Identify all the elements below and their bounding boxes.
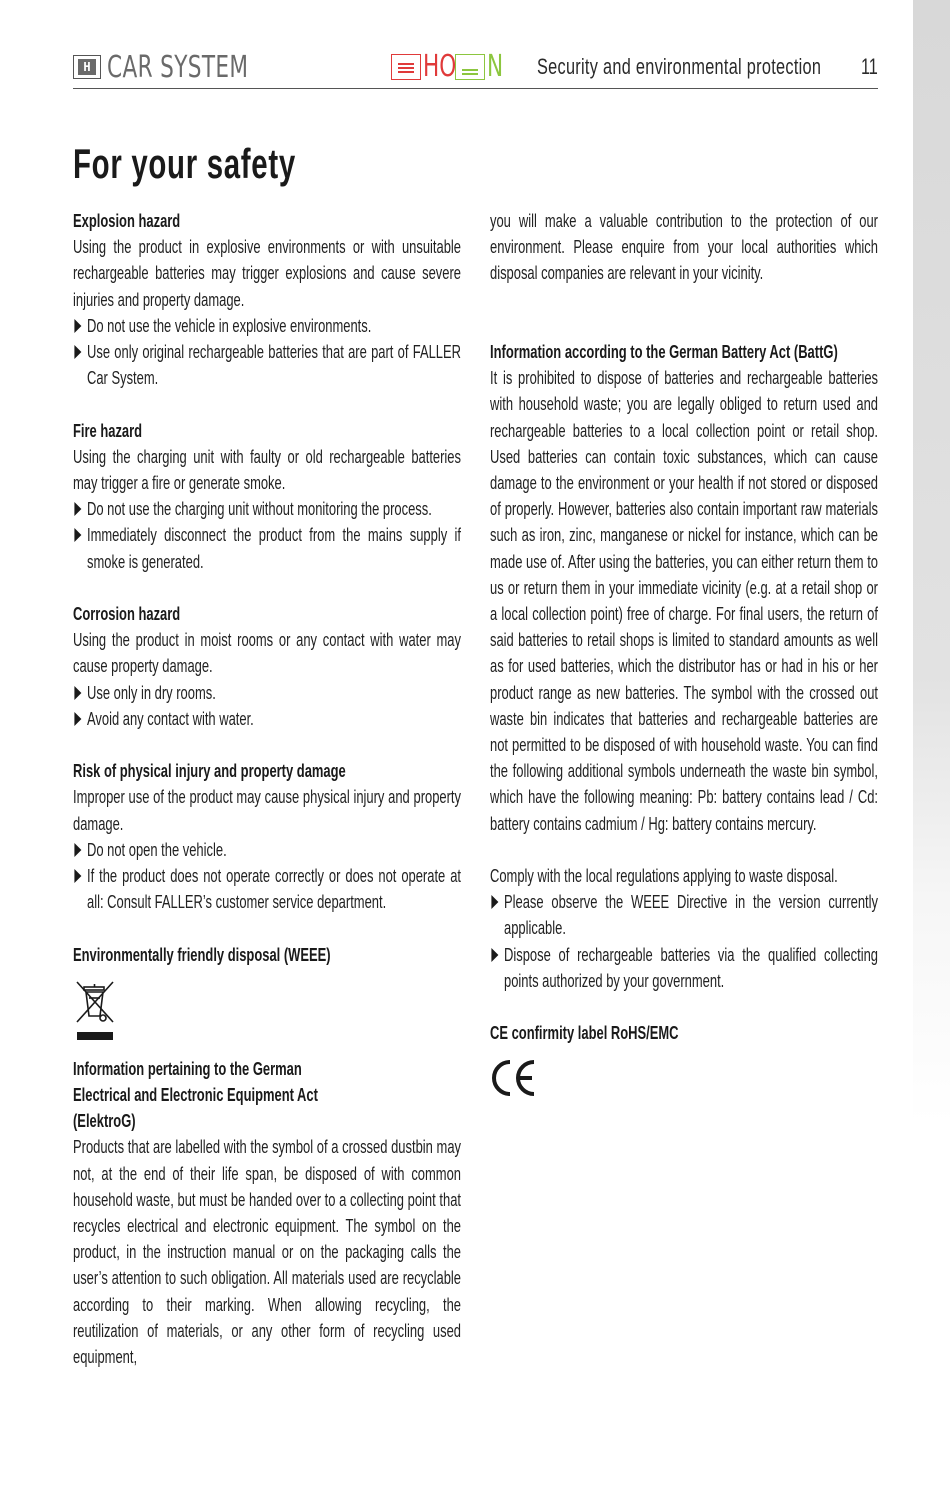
section-title: Security and environmental protection — [537, 54, 822, 79]
elektrog-heading-line-3: (ElektroG) — [73, 1110, 136, 1132]
list-item: If the product does not operate correctly or does not operate at all: Consult FALLER’s customer service department. — [73, 863, 461, 915]
fire-heading: Fire hazard — [73, 419, 143, 441]
bullet-triangle-icon — [74, 502, 81, 516]
gauge-n-label: N — [487, 49, 504, 84]
page-header — [73, 48, 878, 89]
list-item: Use only in dry rooms. — [73, 680, 461, 706]
bullet-triangle-icon — [74, 712, 81, 726]
page-edge-strip — [913, 0, 950, 1498]
explosion-heading: Explosion hazard — [73, 210, 181, 231]
ce-heading: CE confirmity label RoHS/EMC — [490, 1022, 679, 1044]
brand-name: CAR SYSTEM — [107, 49, 249, 85]
crossed-bin-icon — [73, 978, 117, 1044]
left-column — [73, 208, 461, 1370]
elektrog-heading-line-1: Information pertaining to the German — [73, 1057, 302, 1079]
injury-heading: Risk of physical injury and property damage — [73, 760, 346, 782]
list-item: Dispose of rechargeable batteries via the qualified collecting points authorized by your government. — [490, 942, 878, 994]
bullet-triangle-icon — [74, 843, 81, 857]
scale-gauge — [391, 49, 507, 84]
comply-text: Comply with the local regulations applying to waste disposal. — [490, 865, 838, 887]
bullet-triangle-icon — [74, 869, 81, 883]
brand — [73, 50, 303, 84]
brand-badge: H — [78, 59, 96, 75]
bullet-triangle-icon — [74, 528, 81, 542]
page-number: 11 — [861, 54, 878, 79]
corrosion-text: Using the product in moist rooms or any contact with water may cause property damage. — [73, 629, 461, 677]
fire-text: Using the charging unit with faulty or old rechargeable batteries may trigger a fire or generate smoke. — [73, 445, 461, 494]
bullet-triangle-icon — [74, 345, 81, 359]
list-item: Please observe the WEEE Directive in the version currently applicable. — [490, 889, 878, 941]
weee-heading: Environmentally friendly disposal (WEEE) — [73, 943, 331, 965]
gauge-ho-label: HO — [423, 49, 457, 84]
list-item: Do not use the vehicle in explosive environments. — [73, 313, 461, 339]
elektrog-heading-line-2: Electrical and Electronic Equipment Act — [73, 1084, 318, 1106]
red-scale-icon — [391, 54, 421, 80]
green-scale-icon — [455, 54, 485, 80]
injury-text: Improper use of the product may cause physical injury and property damage. — [73, 786, 461, 834]
list-item: Do not open the vehicle. — [73, 837, 461, 863]
battg-text: It is prohibited to dispose of batteries and rechargeable batteries with household waste; you are legally obliged to return used and rechargeable batteries to a local collection point or retail shop. Used batteries can contain toxic substances, which can cause damage to the environment or your health if not stored or disposed of properly. However, batteries also contain important raw materials such as iron, zinc, manganese or nickel for instance, which can be made use of. After using the batteries, you can either return them to us or return them in your immediate vicinity (e.g. at a retail shop or a local collection point) free of charge. For final users, the return of said batteries to retail shops is limited to standard amounts as well as for used batteries, which the distributor has or had in his or her product range as new batteries. The symbol with the crossed out waste bin indicates that batteries and rechargeable batteries are not permitted to be disposed of with household waste. You can find the following additional symbols underneath the waste bin symbol, which have the following meaning: Pb: battery contains lead / Cd: battery contains cadmium / Hg: battery contains mercury. — [490, 367, 878, 834]
ce-mark-icon — [490, 1058, 538, 1098]
list-item: Avoid any contact with water. — [73, 706, 461, 732]
corrosion-heading: Corrosion hazard — [73, 603, 181, 625]
bullet-triangle-icon — [491, 895, 498, 909]
list-item: Immediately disconnect the product from the mains supply if smoke is generated. — [73, 522, 461, 574]
elektrog-text: Products that are labelled with the symbol of a crossed dustbin may not, at the end of their life span, be disposed of with common household waste, but must be handed over to a collecting point that recycles electrical and electronic equipment. The symbol on the product, in the instruction manual or on the packaging calls the user’s attention to such obligation. All materials used are recyclable according to their marking. When allowing recycling, the reutilization of materials, or any other form of recycling used equipment, — [73, 1136, 461, 1368]
bullet-triangle-icon — [74, 319, 81, 333]
bullet-triangle-icon — [74, 686, 81, 700]
battg-heading: Information according to the German Battery Act (BattG) — [490, 341, 838, 362]
brand-logo-icon — [73, 55, 101, 79]
list-item: Use only original rechargeable batteries that are part of FALLER Car System. — [73, 339, 461, 391]
continuation-text: you will make a valuable contribution to the protection of our environment. Please enquire from your local authorities which disposal companies are relevant in your vicinity. — [490, 210, 878, 284]
explosion-text: Using the product in explosive environments or with unsuitable rechargeable batteries may trigger explosions and cause severe injuries and property damage. — [73, 236, 461, 310]
page-title: For your safety — [73, 140, 296, 187]
list-item: Do not use the charging unit without monitoring the process. — [73, 496, 461, 522]
right-column — [490, 208, 878, 1098]
bullet-triangle-icon — [491, 948, 498, 962]
